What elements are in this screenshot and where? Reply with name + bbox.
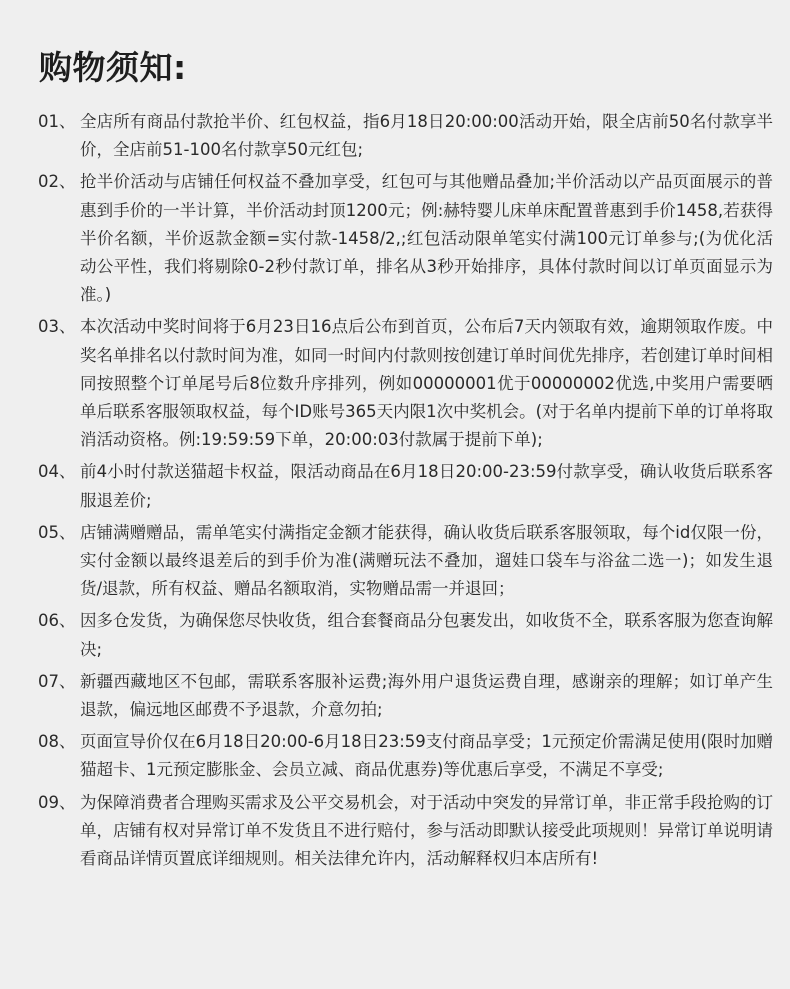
rule-item — [38, 789, 773, 874]
rule-text: 全店所有商品付款抢半价、红包权益，指6月18日20:00:00活动开始，限全店前50名付款享半价，全店前51-100名付款享50元红包; — [80, 112, 773, 160]
rule-number: 06、 — [38, 611, 76, 631]
rule-number: 09、 — [38, 792, 76, 812]
rule-number: 04、 — [38, 462, 76, 482]
rule-number: 02、 — [38, 172, 76, 192]
rules-list — [38, 108, 773, 877]
rule-item — [38, 519, 773, 604]
rule-text: 本次活动中奖时间将于6月23日16点后公布到首页，公布后7天内领取有效，逾期领取作废。中奖名单排名以付款时间为准，如同一时间内付款则按创建订单时间优先排序，若创建订单时间相同按照整个订单尾号后8位数升序排列，例如00000001优于00000002优选,中奖用户需要晒单后联系客服领取权益，每个ID账号365天内限1次中奖机会。(对于名单内提前下单的订单将取消活动资格。例:19:59:59下单，20:00:03付款属于提前下单); — [80, 317, 773, 450]
rule-text: 前4小时付款送猫超卡权益，限活动商品在6月18日20:00-23:59付款享受，确认收货后联系客服退差价; — [80, 462, 773, 510]
rule-item — [38, 108, 773, 164]
rule-text: 页面宣导价仅在6月18日20:00-6月18日23:59支付商品享受；1元预定价需满足使用(限时加赠猫超卡、1元预定膨胀金、会员立减、商品优惠券)等优惠后享受，不满足不享受; — [80, 732, 773, 780]
rule-number: 07、 — [38, 671, 76, 691]
rule-text: 抢半价活动与店铺任何权益不叠加享受，红包可与其他赠品叠加;半价活动以产品页面展示的普惠到手价的一半计算，半价活动封顶1200元；例:赫特婴儿床单床配置普惠到手价1458,若获得半价名额，半价返款金额=实付款-1458/2,;红包活动限单笔实付满100元订单参与;(为优化活动公平性，我们将剔除0-2秒付款订单，排名从3秒开始排序，具体付款时间以订单页面显示为准。) — [80, 172, 773, 305]
rule-item — [38, 313, 773, 454]
rule-item — [38, 458, 773, 514]
rule-number: 08、 — [38, 732, 76, 752]
rule-item — [38, 728, 773, 784]
rule-text: 为保障消费者合理购买需求及公平交易机会，对于活动中突发的异常订单，非正常手段抢购的订单，店铺有权对异常订单不发货且不进行赔付，参与活动即默认接受此项规则！异常订单说明请看商品详情页置底详细规则。相关法律允许内，活动解释权归本店所有! — [80, 792, 773, 869]
rule-text: 因多仓发货，为确保您尽快收货，组合套餐商品分包裹发出，如收货不全，联系客服为您查询解决; — [80, 611, 773, 659]
rule-number: 03、 — [38, 317, 76, 337]
rule-number: 01、 — [38, 112, 76, 131]
rule-number: 05、 — [38, 522, 76, 542]
rule-text: 店铺满赠赠品，需单笔实付满指定金额才能获得，确认收货后联系客服领取，每个id仅限一份，实付金额以最终退差后的到手价为准(满赠玩法不叠加，遛娃口袋车与浴盆二选一)；如发生退货/退款，所有权益、赠品名额取消，实物赠品需一并退回； — [80, 522, 773, 599]
rule-item — [38, 668, 773, 724]
rule-text: 新疆西藏地区不包邮，需联系客服补运费;海外用户退货运费自理，感谢亲的理解；如订单产生退款，偏远地区邮费不予退款，介意勿拍; — [80, 671, 773, 720]
rule-item — [38, 168, 773, 309]
rule-item — [38, 607, 773, 663]
page-title: 购物须知: — [39, 48, 187, 87]
